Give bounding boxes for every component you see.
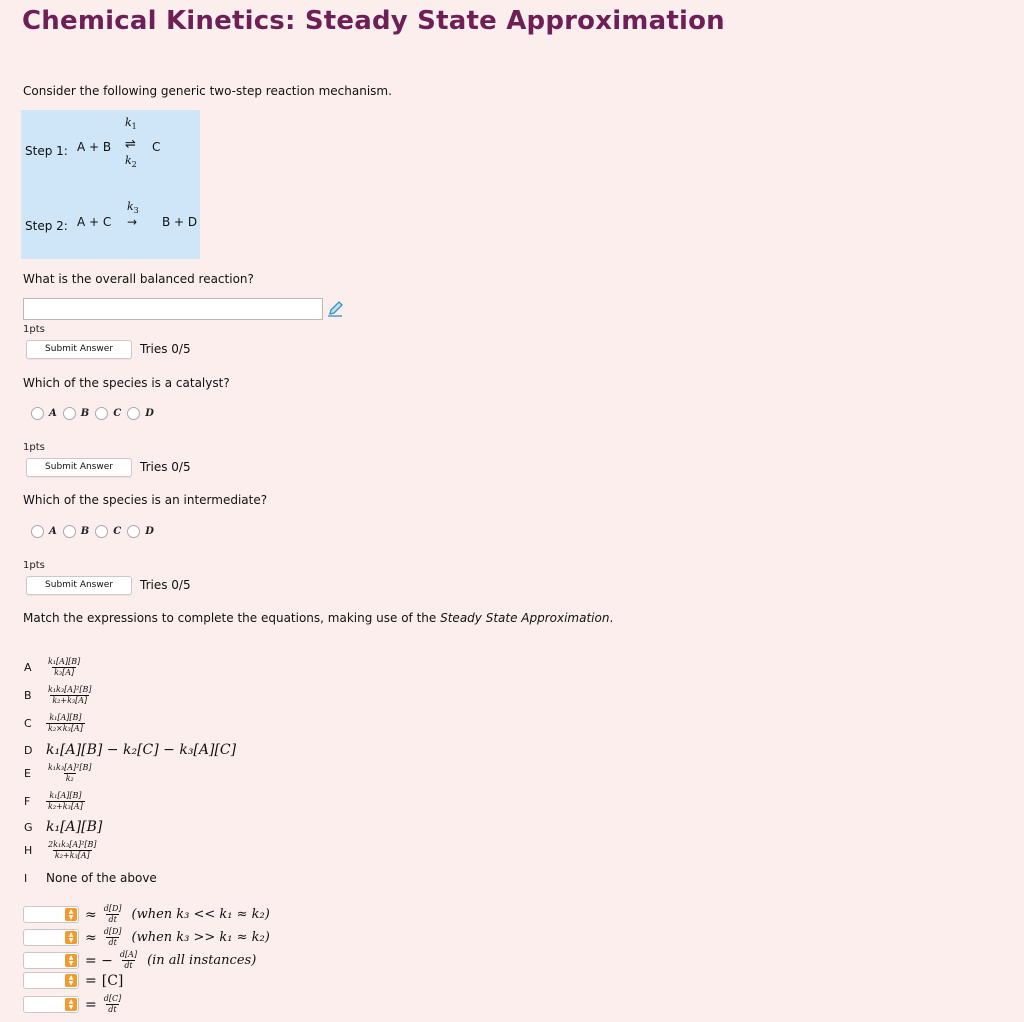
expression-d: D k₁[A][B] − k₂[C] − k₃[A][C] <box>24 742 237 758</box>
expression-b: B $\frac{\text{k₁k₃[A]²[B]}}{\text{k₂+k₃[A]}}$ <box>24 685 92 705</box>
step2-label: Step 2: <box>25 219 68 233</box>
step1-product: C <box>152 140 161 154</box>
q2-submit-button[interactable]: Submit Answer <box>26 458 132 477</box>
q2-option-b[interactable]: B <box>63 407 89 420</box>
q3-option-d[interactable]: D <box>127 525 154 538</box>
equation-2-select[interactable] <box>23 929 79 946</box>
equation-row-1: ▲ ▼ ≈ $\frac{d[D]}{dt}$ (when k₃ << k₁ ≈ k₂) <box>23 904 270 925</box>
radio-button[interactable] <box>31 525 44 538</box>
page-title: Chemical Kinetics: Steady State Approximation <box>22 6 725 36</box>
radio-button[interactable] <box>63 407 76 420</box>
radio-button[interactable] <box>127 525 140 538</box>
q2-options <box>31 405 160 421</box>
expression-e: E $\frac{\text{k₁k₃[A]²[B]}}{\text{k₂}}$ <box>24 763 92 783</box>
overall-reaction-input[interactable] <box>23 298 323 320</box>
select-arrows-icon: ▲ ▼ <box>65 908 77 921</box>
q3-submit-button[interactable]: Submit Answer <box>26 576 132 595</box>
radio-button[interactable] <box>95 407 108 420</box>
q2-option-d[interactable]: D <box>127 407 154 420</box>
q3-tries: Tries 0/5 <box>140 578 191 592</box>
radio-button[interactable] <box>63 525 76 538</box>
k3-label: $k_3$ <box>127 200 139 216</box>
q2-tries: Tries 0/5 <box>140 460 191 474</box>
q2-prompt: Which of the species is a catalyst? <box>23 376 230 390</box>
equilibrium-arrow-icon: ⇌ <box>125 137 136 152</box>
select-arrows-icon: ▲ ▼ <box>65 954 77 967</box>
q4-prompt: Match the expressions to complete the equations, making use of the Steady State Approximation. <box>23 611 614 625</box>
k2-label: $k_2$ <box>125 154 137 170</box>
q3-prompt: Which of the species is an intermediate? <box>23 493 268 507</box>
radio-button[interactable] <box>31 407 44 420</box>
select-arrows-icon: ▲ ▼ <box>65 931 77 944</box>
step1-reactants: A + B <box>77 140 112 154</box>
radio-button[interactable] <box>127 407 140 420</box>
expression-h: H $\frac{\text{2k₁k₃[A]²[B]}}{\text{k₂+k₃[A]}}$ <box>24 840 97 860</box>
q3-options <box>31 523 160 539</box>
forward-arrow-icon: → <box>127 215 138 229</box>
q3-points: 1pts <box>23 560 45 571</box>
expression-i: I None of the above <box>24 871 157 885</box>
select-arrows-icon: ▲ ▼ <box>65 974 77 987</box>
equation-3-select[interactable] <box>23 952 79 969</box>
step1-label: Step 1: <box>25 144 68 158</box>
radio-button[interactable] <box>95 525 108 538</box>
q1-tries: Tries 0/5 <box>140 342 191 356</box>
expression-a: A $\frac{\text{k₁[A][B]}}{\text{k₃[A]}}$ <box>24 657 81 677</box>
q1-prompt: What is the overall balanced reaction? <box>23 272 254 286</box>
equation-row-5: ▲ ▼ = $\frac{d[C]}{dt}$ <box>23 994 123 1015</box>
intro-text: Consider the following generic two-step reaction mechanism. <box>23 84 392 98</box>
k1-label: $k_1$ <box>125 116 137 132</box>
equation-5-select[interactable] <box>23 996 79 1013</box>
q2-option-c[interactable]: C <box>95 407 121 420</box>
q3-option-c[interactable]: C <box>95 525 121 538</box>
mechanism-box <box>21 110 200 259</box>
step2-reactants: A + C <box>77 215 112 229</box>
select-arrows-icon: ▲ ▼ <box>65 998 77 1011</box>
equation-row-2: ▲ ▼ ≈ $\frac{d[D]}{dt}$ (when k₃ >> k₁ ≈ k₂) <box>23 927 270 948</box>
equation-4-select[interactable] <box>23 972 79 989</box>
q3-option-b[interactable]: B <box>63 525 89 538</box>
expression-f: F $\frac{\text{k₁[A][B]}}{\text{k₂+k₃[A]}}$ <box>24 791 83 811</box>
equation-1-select[interactable] <box>23 906 79 923</box>
q2-points: 1pts <box>23 442 45 453</box>
expression-c: C $\frac{\text{k₁[A][B]}}{\text{k₂×k₃[A]}}$ <box>24 713 83 733</box>
q2-option-a[interactable]: A <box>31 407 57 420</box>
pencil-icon[interactable] <box>326 300 344 318</box>
equation-row-4: ▲ ▼ = [C] <box>23 972 123 989</box>
q1-points: 1pts <box>23 324 45 335</box>
q1-submit-button[interactable]: Submit Answer <box>26 340 132 359</box>
expression-g: G k₁[A][B] <box>24 819 103 835</box>
step2-products: B + D <box>162 215 198 229</box>
q3-option-a[interactable]: A <box>31 525 57 538</box>
equation-row-3: ▲ ▼ = − $\frac{d[A]}{dt}$ (in all instances) <box>23 950 256 971</box>
